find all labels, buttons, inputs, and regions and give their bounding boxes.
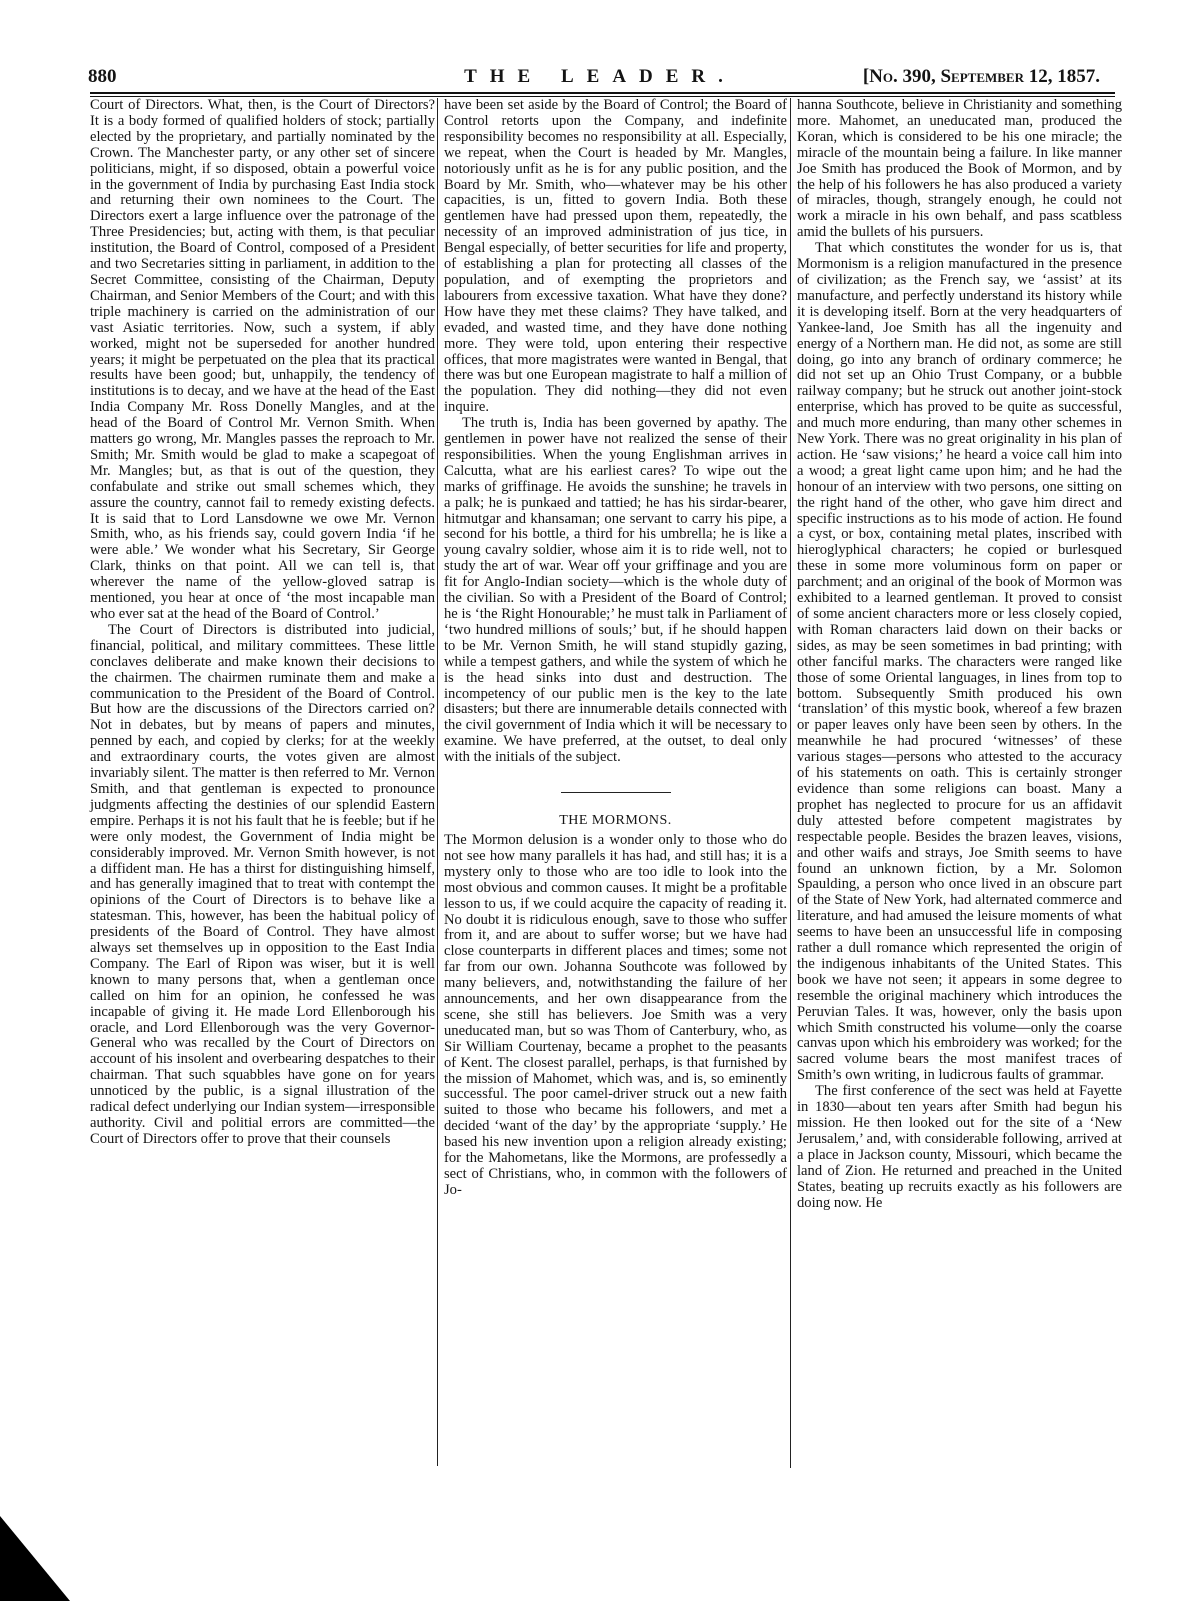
issue-date: [No. 390, September 12, 1857.: [862, 66, 1100, 87]
paragraph: That which constitutes the wonder for us is, that Mormonism is a religion manufactured in the presence of civilization; as the French say, we ‘assist’ at its manufacture, and perfectly understand its history while it is developing itself. Born at the very headquarters of Yankee-land, Joe Smith has all the ingenuity and energy of a Northern man. He did not, as some are still doing, go into any branch of ordinary commerce; he did not set up an Ohio Trust Company, or a bubble railway company; but he struck out another joint-stock enterprise, which has proved to be quite as successful, and much more enduring, than many other schemes in New York. There was no great originality in his plan of action. He ‘saw visions;’ he heard a voice call him into a wood; a great light came upon him; and he had the honour of an interview with two persons, one sitting on the right hand of the other, who gave him direct and specific instructions as to his mode of action. He found a cyst, or box, containing metal plates, inscribed with hieroglyphical characters; he copied or burlesqued these in some more voluminous form on paper or parchment; and an original of the book of Mormon was exhibited to a learned gentleman. It proved to consist of some ancient characters more or less closely copied, with Roman characters laid down on their backs or sides, as may be seen sometimes in bad printing; with other fanciful marks. The characters were ranged like those of some Oriental languages, in lines from top to bottom. Subsequently Smith produced his own ‘translation’ of this mystic book, whereof a few brazen or paper leaves only have been seen by others. In the meanwhile he had procured ‘witnesses’ of these various stages—persons who attested to the accuracy of his statements on oath. This is certainly stronger evidence than some religions can boast. Many a prophet has neglected to procure for us an affidavit duly attested before competent magistrates by respectable people. Besides the brazen leaves, visions, and other waifs and strays, Joe Smith seems to have found an unknown fiction, by a Mr. Solomon Spaulding, a person who once lived in an obscure part of the State of New York, had alternated commerce and literature, and had amused the leisure moments of what seems to have been an unsuccessful life in composing rather a dull romance which represented the origin of the indigenous inhabitants of the United States. This book we have not seen; it appears in some degree to resemble the original machinery which introduces the Peruvian Tales. It was, however, only the basis upon which Smith constructed his volume—only the coarse canvas upon which his embroidery was worked; for the sacred volume bears the most manifest traces of Smith’s own writing, in ludicrous faults of grammar.: [797, 240, 1122, 1084]
scan-corner-shadow: [0, 1516, 70, 1601]
column-middle: [437, 98, 787, 1466]
article-columns: [90, 97, 1122, 1468]
column-left: [90, 98, 435, 1148]
paragraph: have been set aside by the Board of Control; the Board of Control retorts upon the Company, and indefinite responsibility becomes no responsibility at all. Especially, we repeat, when the Court is headed by Mr. Mangles, notoriously unfit as he is for any public position, and the Board by Mr. Smith, who—whatever may be his other capacities, is un, fitted to govern India. Both these gentlemen have had pressed upon them, repeatedly, the necessity of an improved administration of jus tice, in Bengal especially, of better securities for life and property, of establishing a plan for protecting all classes of the population, and of exempting the proprietors and labourers from excessive taxation. What have they done? How have they met these claims? They have talked, and evaded, and wasted time, and they have done nothing more. They were told, upon entering their respective offices, that more magistrates were wanted in Bengal, that there was but one European magistrate to half a million of the population. They did nothing—they did not even inquire.: [444, 97, 787, 416]
page-number: 880: [88, 66, 117, 87]
paragraph: The truth is, India has been governed by apathy. The gentlemen in power have not realized the sense of their responsibilities. When the young Englishman arrives in Calcutta, what are his earliest cares? To wipe out the marks of griffinage. He avoids the sunshine; he travels in a palk; he is punkaed and tattied; he has his sirdar-bearer, hitmutgar and khansaman; one servant to carry his pipe, a second for his bottle, a third for his umbrella; he is like a young cavalry soldier, whose aim it is to ride well, not to study the art of war. Wear off your griffinage and you are fit for Anglo-Indian society—which is the whole duty of the civilian. So with a President of the Board of Control; he is ‘the Right Honourable;’ he must talk in Parliament of ‘two hundred millions of souls;’ but, if he should happen to be Mr. Vernon Smith, he will stand stupidly gazing, while a tempest gathers, and while the system of which he is the head sinks into dust and destruction. The incompetency of our public men is the key to the late disasters; but there are innumerable details connected with the civil government of India which it will be necessary to examine. We have preferred, at the outset, to deal only with the initials of the subject.: [444, 415, 787, 766]
column-right: [790, 98, 1122, 1468]
paragraph: hanna Southcote, believe in Christianity and something more. Mahomet, an uneducated man, produced the Koran, which is considered to be his one miracle; the miracle of the mountain being a failure. In like manner Joe Smith has produced the Book of Mormon, and by the help of his followers he has also produced a variety of miracles, though, strangely enough, he could not work a miracle in his own behalf, and pass scatbless amid the bullets of his pursuers.: [797, 97, 1122, 241]
section-divider: [561, 792, 671, 793]
paragraph: Court of Directors. What, then, is the Court of Directors? It is a body formed of qualified holders of stock; partially elected by the proprietary, and partially nominated by the Crown. The Manchester party, or any other set of sincere politicians, might, if so disposed, obtain a powerful voice in the government of India by purchasing East India stock and returning their own nominees to the Court. The Directors exert a large influence over the patronage of the Three Presidencies; but, acting with them, is that peculiar institution, the Board of Control, composed of a President and two Secretaries sitting in parliament, in addition to the Secret Committee, consisting of the Chairman, Deputy Chairman, and Senior Members of the Court; and with this triple machinery is carried on the administration of our vast Asiatic territories. Now, such a system, if ably worked, might not be superseded for another hundred years; it might be perpetuated on the plea that its practical results have been good; but, unhappily, the tendency of institutions is to decay, and we have at the head of the East India Company Mr. Ross Donelly Mangles, and at the head of the Board of Control Mr. Vernon Smith. When matters go wrong, Mr. Mangles passes the reproach to Mr. Smith; Mr. Smith would be glad to make a scapegoat of Mr. Mangles; but, as that is out of the question, they confabulate and strike out small schemes which, they assure the country, cannot fail to remedy existing defects. It is said that to Lord Lansdowne we owe Mr. Vernon Smith, who, as his friends say, could govern India ‘if he were able.’ We wonder what his Secretary, Sir George Clark, thinks on that point. All we can tell is, that wherever the name of the yellow-gloved satrap is mentioned, you hear at once of ‘the most incapable man who ever sat at the head of the Board of Control.’: [90, 97, 435, 622]
masthead: [60, 66, 1100, 90]
section-heading-mormons: THE MORMONS.: [559, 813, 672, 829]
paragraph: The Mormon delusion is a wonder only to those who do not see how many parallels it has had, and still has; it is a mystery only to those who are too idle to look into the most obvious and common causes. It might be a profitable lesson to us, if we could acquire the capacity of reading it. No doubt it is ridiculous enough, save to those who suffer from it, and are about to suffer worse; but we have had close counterparts in different places and times; some not far from our own. Johanna Southcote was followed by many believers, and, notwithstanding the failure of her announcements, and her own disappearance from the scene, she still has believers. Joe Smith was a very uneducated man, but so was Thom of Canterbury, who, as Sir William Courtenay, became a prophet to the peasants of Kent. The closest parallel, perhaps, is that furnished by the mission of Mahomet, which was, and is, so eminently successful. The poor camel-driver struck out a new faith suited to those who became his followers, and met a decided ‘want of the day’ by the appropriate ‘supply.’ He based his new invention upon a religion already existing; for the Mahometans, like the Mormons, are professedly a sect of Christians, who, in common with the followers of Jo-: [444, 831, 787, 1198]
newspaper-title: THE LEADER.: [464, 66, 736, 87]
paragraph: The first conference of the sect was held at Fayette in 1830—about ten years after Smith had begun his mission. He then looked out for the site of a ‘New Jerusalem,’ and, with considerable following, arrived at a place in Jackson county, Missouri, which became the land of Zion. He returned and preached in the United States, beating up recruits exactly as his followers are doing now. He: [797, 1083, 1122, 1211]
paragraph: The Court of Directors is distributed into judicial, financial, political, and military committees. These little conclaves deliberate and make known their decisions to the chairmen. The chairmen ruminate them and make a communication to the President of the Board of Control. But how are the discussions of the Directors carried on? Not in debates, but by means of papers and minutes, penned by each, and copied by clerks; for at the weekly and extraordinary courts, the votes given are almost invariably silent. The matter is then referred to Mr. Vernon Smith, and that gentleman is expected to pronounce judgments affecting the destinies of our splendid Eastern empire. Perhaps it is not his fault that he is feeble; but if he were only modest, the Government of India might be considerably improved. Mr. Vernon Smith however, is not a diffident man. He has a thirst for distinguishing himself, and has generally imagined that to treat with contempt the opinions of the Court of Directors is to behave like a statesman. This, however, has been the habitual policy of presidents of the Board of Control. They have almost always set themselves up in opposition to the East India Company. The Earl of Ripon was wiser, but it is well known to many persons that, when a gentleman once called on him for an opinion, he confessed he was incapable of giving it. He made Lord Ellenborough his oracle, and Lord Ellenborough was the very Governor-General who was recalled by the Court of Directors on account of his insolent and overbearing despatches to their chairman. That such squabbles have gone on for years unnoticed by the public, is a signal illustration of the radical defect underlying our Indian system—irresponsible authority. Civil and politial errors are committed—the Court of Directors offer to prove that their counsels: [90, 621, 435, 1147]
